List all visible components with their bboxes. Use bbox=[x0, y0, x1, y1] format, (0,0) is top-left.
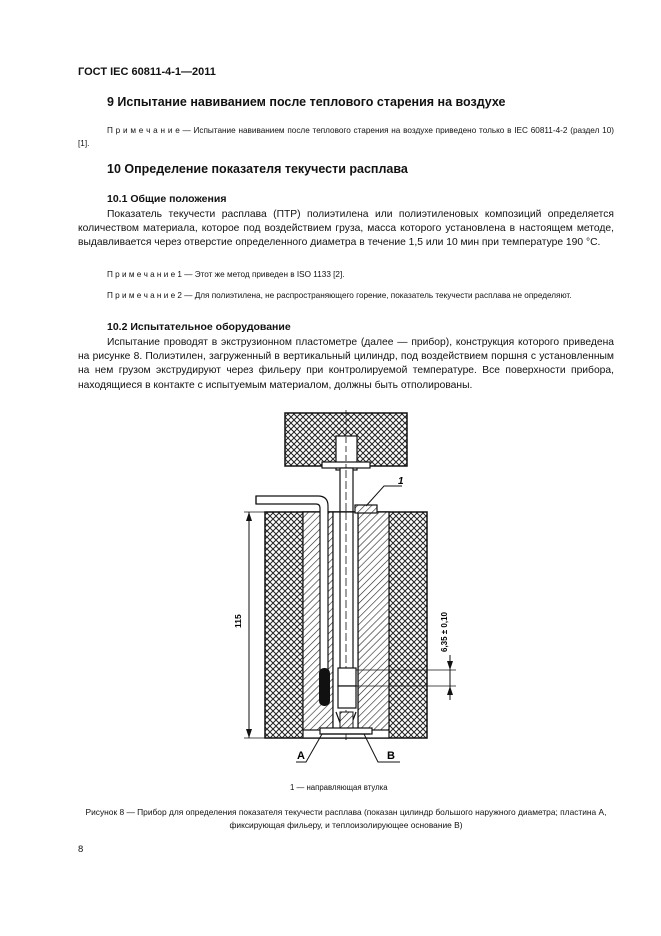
label-a: А bbox=[297, 750, 305, 762]
section-10-2-text: Испытание проводят в экструзионном пластометре (далее — прибор), конструкция которого приведена на рисунке 8. Полиэтилен, загруженный в вертикальный цилиндр, под воздействием поршня с установленным на нем грузом экструдируют через фильеру при контролируемой температуре. Все поверхности прибора, находящиеся в контакте с испытуемым материалом, должны быть отполированы. bbox=[78, 337, 614, 391]
cylinder-wall-right bbox=[358, 512, 389, 730]
die bbox=[338, 686, 356, 708]
section-10-1-text: Показатель текучести расплава (ПТР) полиэтилена или полиэтиленовых композиций определяется количеством материала, которое под воздействием груза, масса которого установлена в настоящем методе, выдавливается через отверстие определенного диаметра в течение 1,5 или 10 мин при температуре 190 °С. bbox=[78, 209, 614, 249]
dimension-height-label: 115 bbox=[233, 614, 243, 628]
section-9-title: 9 Испытание навиванием после теплового старения на воздухе bbox=[107, 95, 506, 109]
section-10-title: 10 Определение показателя текучести расплава bbox=[107, 162, 408, 176]
page-number: 8 bbox=[78, 844, 84, 855]
figure-legend: 1 — направляющая втулка bbox=[290, 783, 388, 792]
guide-sleeve bbox=[355, 505, 377, 513]
section-10-1-note-1: П р и м е ч а н и е 1 — Этот же метод приведен в ISO 1133 [2]. bbox=[107, 270, 345, 279]
label-b: В bbox=[387, 750, 395, 762]
section-10-2-title: 10.2 Испытательное оборудование bbox=[107, 321, 291, 333]
piston-head bbox=[338, 668, 356, 686]
figure-caption: Рисунок 8 — Прибор для определения показателя текучести расплава (показан цилиндр большого наружного диаметра; пластина А, фиксирующая фильеру, и теплоизолирующее основание В) bbox=[85, 807, 607, 830]
section-9-note: П р и м е ч а н и е — Испытание навиванием после теплового старения на воздухе приведено только в IEC 60811-4-2 (раздел 10) [1]. bbox=[78, 126, 614, 148]
plate-a bbox=[320, 728, 372, 734]
dimension-gap-label: 6,35 ± 0,10 bbox=[440, 612, 449, 652]
thermometer-bulb bbox=[319, 668, 330, 706]
label-1: 1 bbox=[398, 476, 404, 487]
document-header: ГОСТ IEC 60811-4-1—2011 bbox=[78, 66, 216, 78]
section-10-1-title: 10.1 Общие положения bbox=[107, 193, 227, 205]
leader-1 bbox=[366, 486, 402, 506]
section-10-1-note-2: П р и м е ч а н и е 2 — Для полиэтилена, не распространяющего горение, показатель текучести расплава не определяют. bbox=[107, 291, 572, 300]
